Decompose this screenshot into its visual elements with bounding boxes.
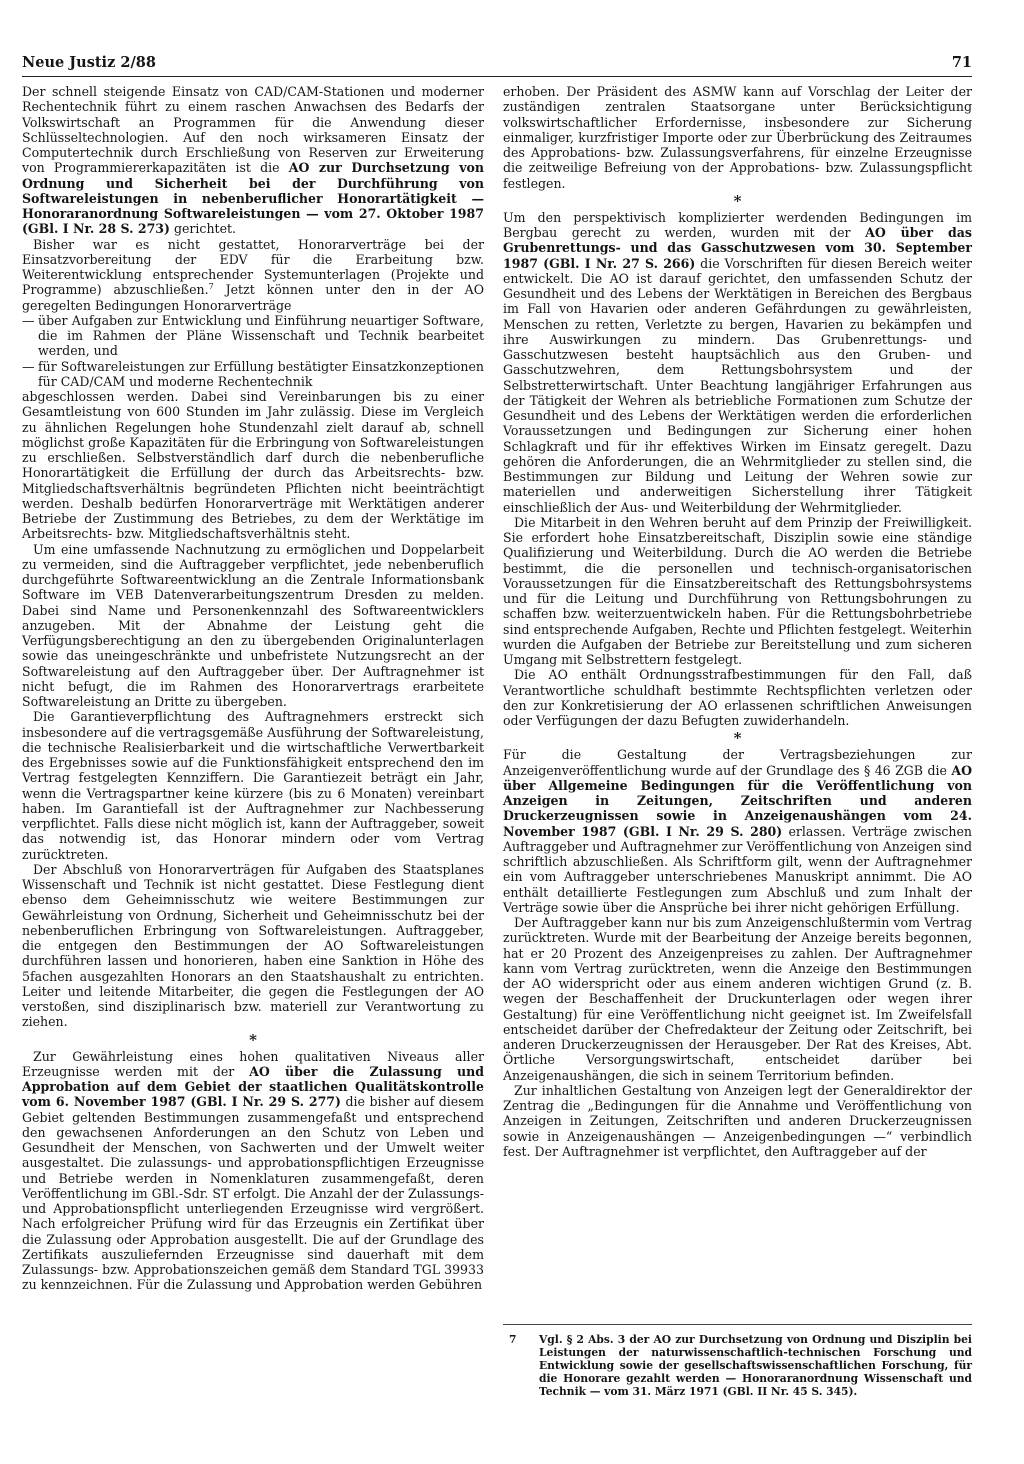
paragraph: abgeschlossen werden. Dabei sind Vereinbarungen bis zu einer Gesamtleistung von 600 Stunden im Jahr zulässig. Diese im Vergleich zu ähnlichen Regelungen hohe Stundenzahl zielt darauf ab, schnell möglichst große Kapazitäten für die Erbringung von Softwareleistungen zu erschließen. Selbstverständlich darf durch die nebenberufliche Honorartätigkeit die Erfüllung der durch das Arbeitsrechts- bzw. Mitgliedschaftsverhältnis begründeten Pflichten nicht beeinträchtigt werden. Deshalb bedürfen Honorarverträge mit Werktätigen anderer Betriebe der Zustimmung des Betriebes, zu dem der Werktätige im Arbeitsrechts- bzw. Mitgliedschaftsverhältnis steht. bbox=[22, 389, 484, 542]
right-column bbox=[503, 84, 972, 1159]
paragraph: Der Abschluß von Honorarverträgen für Aufgaben des Staatsplanes Wissenschaft und Technik ist nicht gestattet. Diese Festlegung dient ebenso dem Geheimnisschutz wie weitere Bestimmungen zur Gewährleistung von Ordnung, Sicherheit und Geheimnisschutz bei der nebenberuflichen Erbringung von Softwareleistungen. Auftraggeber, die entgegen den Bestimmungen der AO Softwareleistungen durchführen lassen und honorieren, haben eine Sanktion in Höhe des 5fachen ausgezahlten Honorars an den Staatshaushalt zu entrichten. Leiter und leitende Mitarbeiter, die gegen die Festlegungen der AO verstoßen, sind disziplinarisch bzw. materiell zur Verantwortung zu ziehen. bbox=[22, 861, 484, 1030]
left-column bbox=[22, 84, 484, 1293]
paragraph: Die Garantieverpflichtung des Auftragnehmers erstreckt sich insbesondere auf die vertragsgemäße Ausführung der Softwareleistung, die technische Realisierbarkeit und die wirtschaftliche Verwertbarkeit des Ergebnisses sowie auf die Funktionsfähigkeit entsprechend den im Vertrag festgelegten Kennziffern. Die Garantiezeit beträgt ein Jahr, wenn die Vertragspartner keine kürzere (bis zu 6 Monaten) vereinbart haben. Im Garantiefall ist der Auftragnehmer zur Nachbesserung verpflichtet. Falls diese nicht möglich ist, kann der Auftraggeber, soweit das notwendig ist, das Honorar mindern oder vom Vertrag zurücktreten. bbox=[22, 709, 484, 862]
page-header bbox=[22, 52, 972, 77]
paragraph: Um den perspektivisch komplizierter werdenden Bedingungen im Bergbau gerecht zu werden, wurden mit der AO über das Grubenrettungs- und das Gasschutzwesen vom 30. September 1987 (GBl. I Nr. 27 S. 266) die Vorschriften für diesen Bereich weiter entwickelt. Die AO ist darauf gerichtet, den umfassenden Schutz der Gesundheit und des Lebens der Werktätigen in Bereichen des Bergbaus im Fall von Havarien oder anderen Gefährdungen zu gewährleisten, Menschen zu retten, Verletzte zu bergen, Havarien zu bekämpfen und ihre Auswirkungen zu mindern. Das Grubenrettungs- und Gasschutzwesen besteht hauptsächlich aus den Gruben- und Gasschutzwehren, dem Rettungsbohrsystem und der Selbstretterwirtschaft. Unter Beachtung langjähriger Erfahrungen aus der Tätigkeit der Wehren als betriebliche Formationen zum Schutze der Gesundheit und des Lebens der Werktätigen werden die erforderlichen Voraussetzungen und Bedingungen zur Sicherung einer hohen Schlagkraft und für ihr effektives Wirken im Einsatz geregelt. Dazu gehören die Anforderungen, die an Wehrmitglieder zu stellen sind, die Bestimmungen zur Bildung und Leitung der Wehren sowie zur materiellen und anderweitigen Sicherstellung ihrer Tätigkeit einschließlich der Aus- und Weiterbildung der Wehrmitglieder. bbox=[503, 209, 972, 515]
list-item: — für Softwareleistungen zur Erfüllung bestätigter Einsatzkonzeptionen für CAD/CAM und moderne Rechentechnik bbox=[22, 358, 484, 389]
footnote-ref: 7 bbox=[208, 282, 214, 292]
regulation-title: AO über das Grubenrettungs- und das Gasschutzwesen vom 30. September 1987 (GBl. I Nr. 27 S. 266) bbox=[503, 225, 972, 271]
page-number: 71 bbox=[951, 54, 972, 71]
journal-issue: Neue Justiz 2/88 bbox=[22, 54, 156, 71]
paragraph: Für die Gestaltung der Vertragsbeziehungen zur Anzeigenveröffentlichung wurde auf der Grundlage des § 46 ZGB die AO über Allgemeine Bedingungen für die Veröffentlichung von Anzeigen in Zeitungen, Zeitschriften und anderen Druckerzeugnissen sowie in Anzeigenaushängen vom 24. November 1987 (GBl. I Nr. 29 S. 280) erlassen. Verträge zwischen Auftraggeber und Auftragnehmer zur Veröffentlichung von Anzeigen sind schriftlich abzuschließen. Als Schriftform gilt, wenn der Auftragnehmer ein vom Auftraggeber unterschriebenes Manuskript annimmt. Die AO enthält detaillierte Festlegungen zum Abschluß und zum Inhalt der Verträge sowie über die Ansprüche bei ihrer nicht gehörigen Erfüllung. bbox=[503, 747, 973, 915]
footnote-text: Vgl. § 2 Abs. 3 der AO zur Durchsetzung von Ordnung und Disziplin bei Leistungen der naturwissenschaftlich-technischen Forschung und Entwicklung sowie der gesellschaftswissenschaftlichen Forschung, für die Honorare gezahlt werden — Honoraranordnung Wissenschaft und Technik — vom 31. März 1971 (GBl. II Nr. 45 S. 345). bbox=[539, 1333, 972, 1398]
regulation-title: AO über Allgemeine Bedingungen für die Veröffentlichung von Anzeigen in Zeitungen, Zeitschriften und anderen Druckerzeugnissen sowie in Anzeigenaushängen vom 24. November 1987 (GBl. I Nr. 29 S. 280) bbox=[503, 762, 972, 839]
paragraph: Der schnell steigende Einsatz von CAD/CAM-Stationen und moderner Rechentechnik führt zu einem raschen Anwachsen des Bedarfs der Volkswirtschaft an Programmen für die Anwendung dieser Schlüsseltechnologien. Auf den noch wirksameren Einsatz der Computertechnik durch Erschließung von Reserven zur Erweiterung von Programmiererkapazitäten ist die AO zur Durchsetzung von Ordnung und Sicherheit bei der Durchführung von Softwareleistungen in nebenberuflicher Honorartätigkeit — Honoraranordnung Softwareleistungen — vom 27. Oktober 1987 (GBl. I Nr. 28 S. 273) gerichtet. bbox=[22, 84, 484, 237]
section-separator: * bbox=[733, 729, 742, 748]
paragraph: Der Auftraggeber kann nur bis zum Anzeigenschlußtermin vom Vertrag zurücktreten. Wurde mit der Bearbeitung der Anzeige bereits begonnen, hat er 20 Prozent des Anzeigenpreises zu zahlen. Der Auftragnehmer kann vom Vertrag zurücktreten, wenn die Anzeige den Bestimmungen der AO widerspricht oder aus einem anderen wichtigen Grund (z. B. wegen der Beschaffenheit der Druckunterlagen oder wegen ihrer Gestaltung) für eine Veröffentlichung nicht geeignet ist. Im Zweifelsfall entscheidet darüber der Chefredakteur der Zeitung oder Zeitschrift, bei anderen Druckerzeugnissen der Herausgeber. Der Rat des Kreises, Abt. Örtliche Versorgungswirtschaft, entscheidet darüber bei Anzeigenaushängen, die sich in seinem Territorium befinden. bbox=[503, 915, 972, 1083]
section-separator: * bbox=[249, 1030, 257, 1049]
regulation-title: AO über die Zulassung und Approbation auf dem Gebiet der staatlichen Qualitätskontrolle vom 6. November 1987 (GBl. I Nr. 29 S. 277) bbox=[22, 1063, 484, 1110]
footnote bbox=[503, 1324, 972, 1398]
paragraph: Die Mitarbeit in den Wehren beruht auf dem Prinzip der Freiwilligkeit. Sie erfordert hohe Einsatzbereitschaft, Disziplin sowie eine ständige Qualifizierung und Weiterbildung. Durch die AO werden die Betriebe bestimmt, die die personellen und technisch-organisatorischen Voraussetzungen für die Einsatzbereitschaft des Rettungsbohrsystems und für die Leitung und Durchführung von Rettungsbohrungen zu schaffen bzw. weiterzuentwickeln haben. Für die Rettungsbohrbetriebe sind entsprechende Aufgaben, Rechte und Pflichten festgelegt. Weiterhin wurden die Aufgaben der Betriebe zur Bereitstellung und zum sicheren Umgang mit Selbstrettern festgelegt. bbox=[503, 514, 972, 667]
paragraph: erhoben. Der Präsident des ASMW kann auf Vorschlag der Leiter der zuständigen zentralen Staatsorgane unter Berücksichtigung volkswirtschaftlicher Erfordernisse, insbesondere zur Sicherung einmaliger, kurzfristiger Importe oder zur Überbrückung des Zeitraumes des Approbations- bzw. Zulassungsverfahrens, für einzelne Erzeugnisse die zeitweilige Befreiung von der Approbations- bzw. Zulassungspflicht festlegen. bbox=[503, 84, 972, 191]
section-separator: * bbox=[733, 191, 742, 210]
paragraph: Die AO enthält Ordnungsstrafbestimmungen für den Fall, daß Verantwortliche schuldhaft bestimmte Rechtspflichten verletzen oder den zur Konkretisierung der AO erlassenen schriftlichen Anweisungen oder Verfügungen der dazu Befugten zuwiderhandeln. bbox=[503, 667, 972, 728]
paragraph: Zur inhaltlichen Gestaltung von Anzeigen legt der Generaldirektor der Zentrag die „Bedingungen für die Annahme und Veröffentlichung von Anzeigen in Zeitungen, Zeitschriften und anderen Druckerzeugnissen sowie in Anzeigenaushängen — Anzeigenbedingungen —“ verbindlich fest. Der Auftragnehmer ist verpflichtet, den Auftraggeber auf der bbox=[503, 1082, 972, 1159]
paragraph: Zur Gewährleistung eines hohen qualitativen Niveaus aller Erzeugnisse werden mit der AO über die Zulassung und Approbation auf dem Gebiet der staatlichen Qualitätskontrolle vom 6. November 1987 (GBl. I Nr. 29 S. 277) die bisher auf diesem Gebiet geltenden Bestimmungen zusammengefaßt und entsprechend den gewachsenen Anforderungen an den Schutz von Leben und Gesundheit der Menschen, von Sachwerten und der Umwelt weiter ausgestaltet. Die zulassungs- und approbationspflichtigen Erzeugnisse und Betriebe werden in Nomenklaturen zusammengefaßt, deren Veröffentlichung im GBl.-Sdr. ST erfolgt. Die Anzahl der der Zulassungs- und Approbationspflicht unterliegenden Erzeugnisse wird vergrößert. Nach erfolgreicher Prüfung wird für das Erzeugnis ein Zertifikat über die Zulassung oder Approbation ausgestellt. Die auf der Grundlage des Zertifikats auszuliefernden Erzeugnisse sind dauerhaft mit dem Zulassungs- bzw. Approbationszeichen gemäß dem Standard TGL 39933 zu kennzeichnen. Für die Zulassung und Approbation werden Gebühren bbox=[22, 1048, 484, 1293]
paragraph: Um eine umfassende Nachnutzung zu ermöglichen und Doppelarbeit zu vermeiden, sind die Auftraggeber verpflichtet, jede nebenberuflich durchgeführte Softwareentwicklung an die Zentrale Informationsbank Software im VEB Datenverarbeitungszentrum Dresden zu melden. Dabei sind Name und Personenkennzahl des Softwareentwicklers anzugeben. Mit der Abnahme der Leistung geht die Verfügungsberechtigung an den zu übergebenden Originalunterlagen sowie das uneingeschränkte und unbefristete Nutzungsrecht an der Softwareleistung auf den Auftraggeber über. Der Auftragnehmer ist nicht befugt, die im Rahmen des Honorarvertrags erarbeitete Softwareleistung an Dritte zu übergeben. bbox=[22, 541, 484, 709]
footnote-number: 7 bbox=[509, 1333, 517, 1346]
regulation-title: AO zur Durchsetzung von Ordnung und Sicherheit bei der Durchführung von Softwareleistungen in nebenberuflicher Honorartätigkeit — Honoraranordnung Softwareleistungen — vom 27. Oktober 1987 (GBl. I Nr. 28 S. 273) bbox=[22, 160, 484, 237]
list-item: — über Aufgaben zur Entwicklung und Einführung neuartiger Software, die im Rahmen der Pläne Wissenschaft und Technik bearbeitet werden, und bbox=[22, 312, 484, 359]
paragraph: Bisher war es nicht gestattet, Honorarverträge bei der Einsatzvorbereitung der EDV für die Erarbeitung bzw. Weiterentwicklung entsprechender Systemunterlagen (Projekte und Programme) abzuschließen.$^7$ Jetzt können unter den in der AO geregelten Bedingungen Honorarverträge bbox=[22, 236, 484, 313]
